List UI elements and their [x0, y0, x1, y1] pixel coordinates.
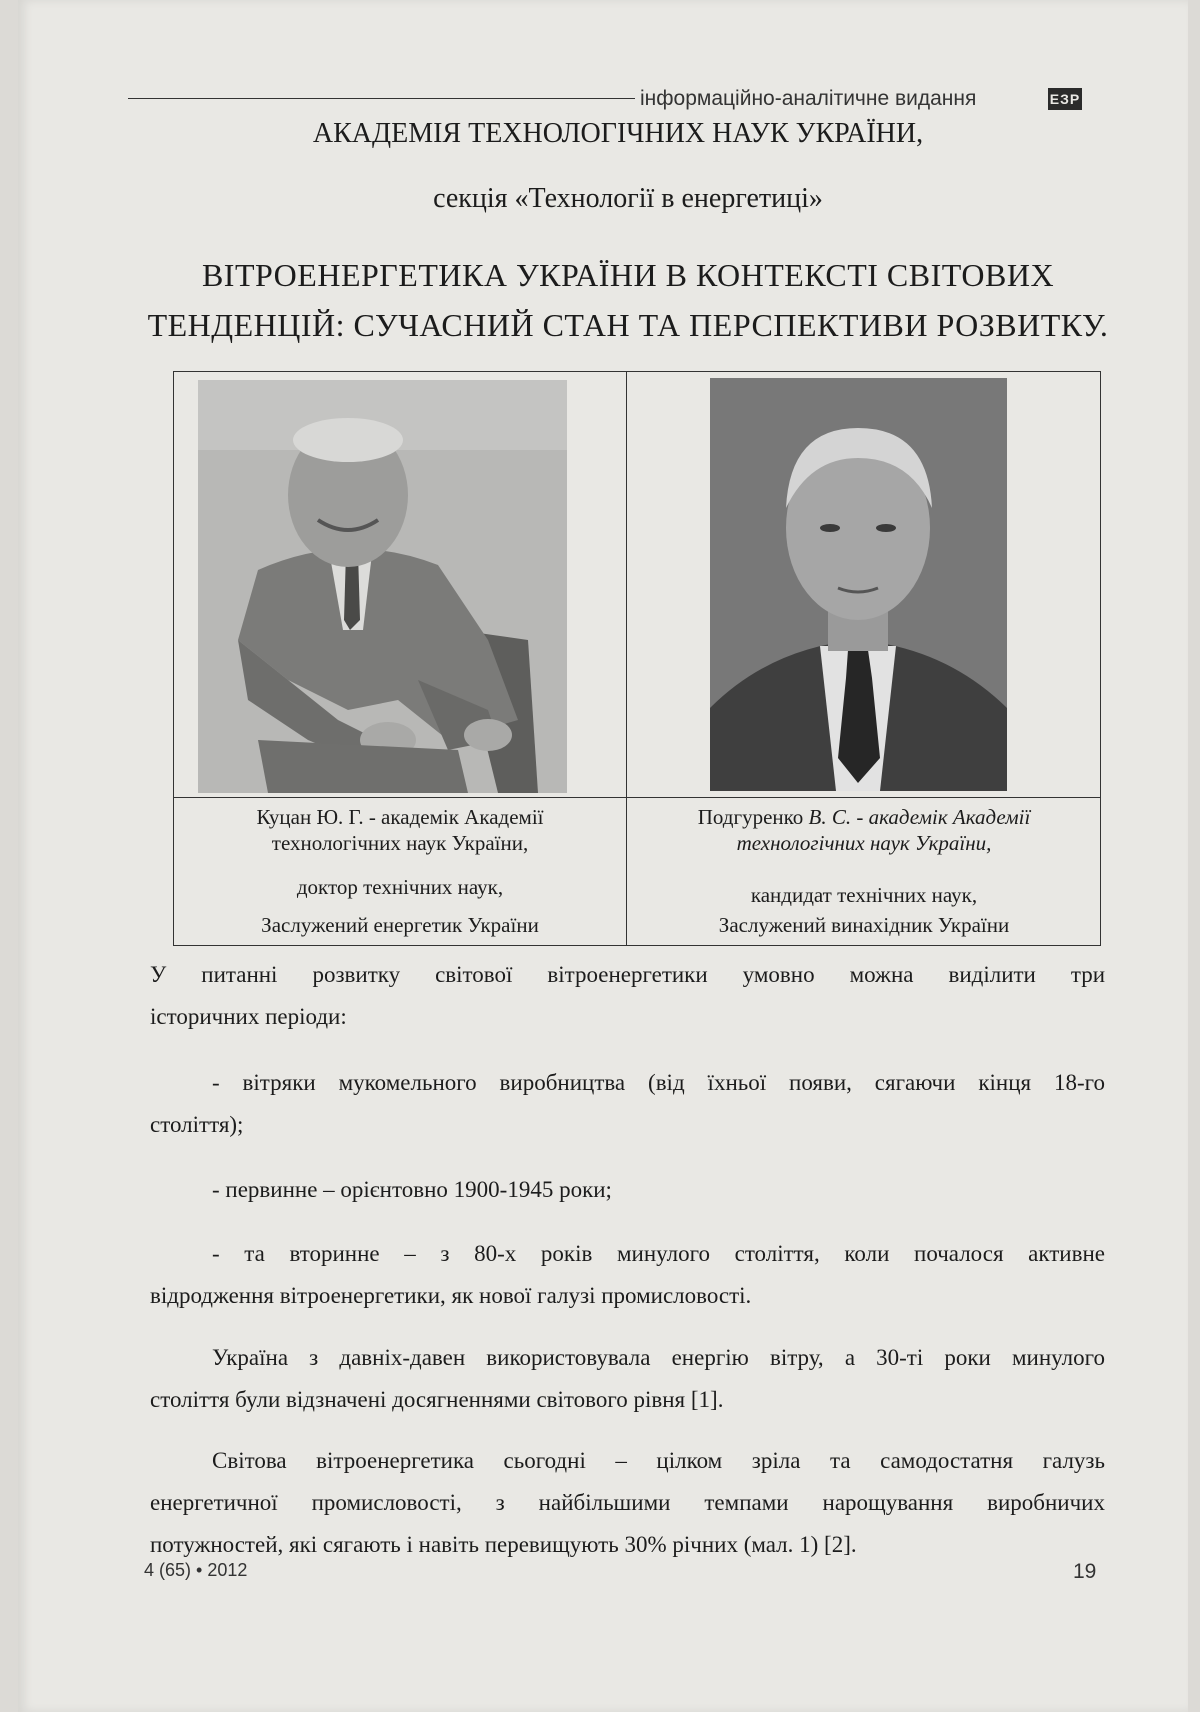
- article-title-line-1: ВІТРОЕНЕРГЕТИКА УКРАЇНИ В КОНТЕКСТІ СВІТОВИХ: [201, 257, 1055, 293]
- paragraph-1-line-1: У питанні розвитку світової вітроенергетики умовно можна виділити три: [150, 962, 1105, 987]
- journal-page: [18, 0, 1188, 1712]
- author2-caption-line1: [626, 804, 1102, 830]
- paragraph-5-line-1: Україна з давніх-давен використовувала енергію вітру, а 30-ті роки минулого: [212, 1345, 1105, 1370]
- paragraph-4-line-2: відродження вітроенергетики, як нової галузі промисловості.: [150, 1283, 752, 1308]
- paragraph-3: - первинне – орієнтовно 1900-1945 роки;: [212, 1177, 612, 1202]
- author2-honor: Заслужений винахідник України: [718, 913, 1010, 937]
- table-divider-horizontal: [174, 797, 1100, 798]
- page-number: 19: [1073, 1560, 1097, 1583]
- paragraph-6-line-2: енергетичної промисловості, з найбільшими темпами нарощування виробничих: [150, 1490, 1105, 1515]
- author-photo-podgurenko: [710, 378, 1007, 791]
- header-rule: [128, 98, 635, 99]
- author2-degree: кандидат технічних наук,: [750, 883, 978, 907]
- paragraph-4-line-1: - та вторинне – з 80-х років минулого століття, коли почалося активне: [212, 1241, 1105, 1266]
- author1-caption-line2: технологічних наук України,: [271, 831, 529, 855]
- paragraph-6-line-3: потужностей, які сягають і навіть перевищують 30% річних (мал. 1) [2].: [150, 1532, 857, 1557]
- author1-degree: доктор технічних наук,: [296, 875, 504, 899]
- author2-surname: Подгуренко: [697, 805, 804, 829]
- journal-logo: ЕЗР: [1048, 88, 1082, 110]
- organization-heading: АКАДЕМІЯ ТЕХНОЛОГІЧНИХ НАУК УКРАЇНИ,: [312, 118, 924, 149]
- paragraph-2-line-1: - вітряки мукомельного виробництва (від їхньої появи, сягаючи кінця 18-го: [212, 1070, 1105, 1095]
- paragraph-6-line-1: Світова вітроенергетика сьогодні – цілком зріла та самодостатня галузь: [212, 1448, 1105, 1473]
- author-photo-kutsan: [198, 380, 567, 793]
- paragraph-5-line-2: століття були відзначені досягненнями світового рівня [1].: [150, 1387, 724, 1412]
- author1-honor: Заслужений енергетик України: [261, 913, 539, 937]
- authors-table: [173, 371, 1101, 946]
- publication-label: інформаційно-аналітичне видання: [640, 87, 977, 110]
- table-divider-vertical: [626, 372, 627, 945]
- author1-caption-line1: Куцан Ю. Г. - академік Академії: [256, 805, 544, 829]
- article-title-line-2: ТЕНДЕНЦІЙ: СУЧАСНИЙ СТАН ТА ПЕРСПЕКТИВИ РОЗВИТКУ.: [147, 307, 1109, 343]
- author2-caption-line2: технологічних наук України,: [736, 831, 992, 855]
- issue-number: 4 (65) • 2012: [144, 1560, 248, 1580]
- paragraph-2-line-2: століття);: [150, 1112, 244, 1137]
- section-heading: секція «Технології в енергетиці»: [433, 183, 823, 214]
- paragraph-1-line-2: історичних періоди:: [150, 1004, 347, 1029]
- author2-title: В. С. - академік Академії: [808, 805, 1031, 829]
